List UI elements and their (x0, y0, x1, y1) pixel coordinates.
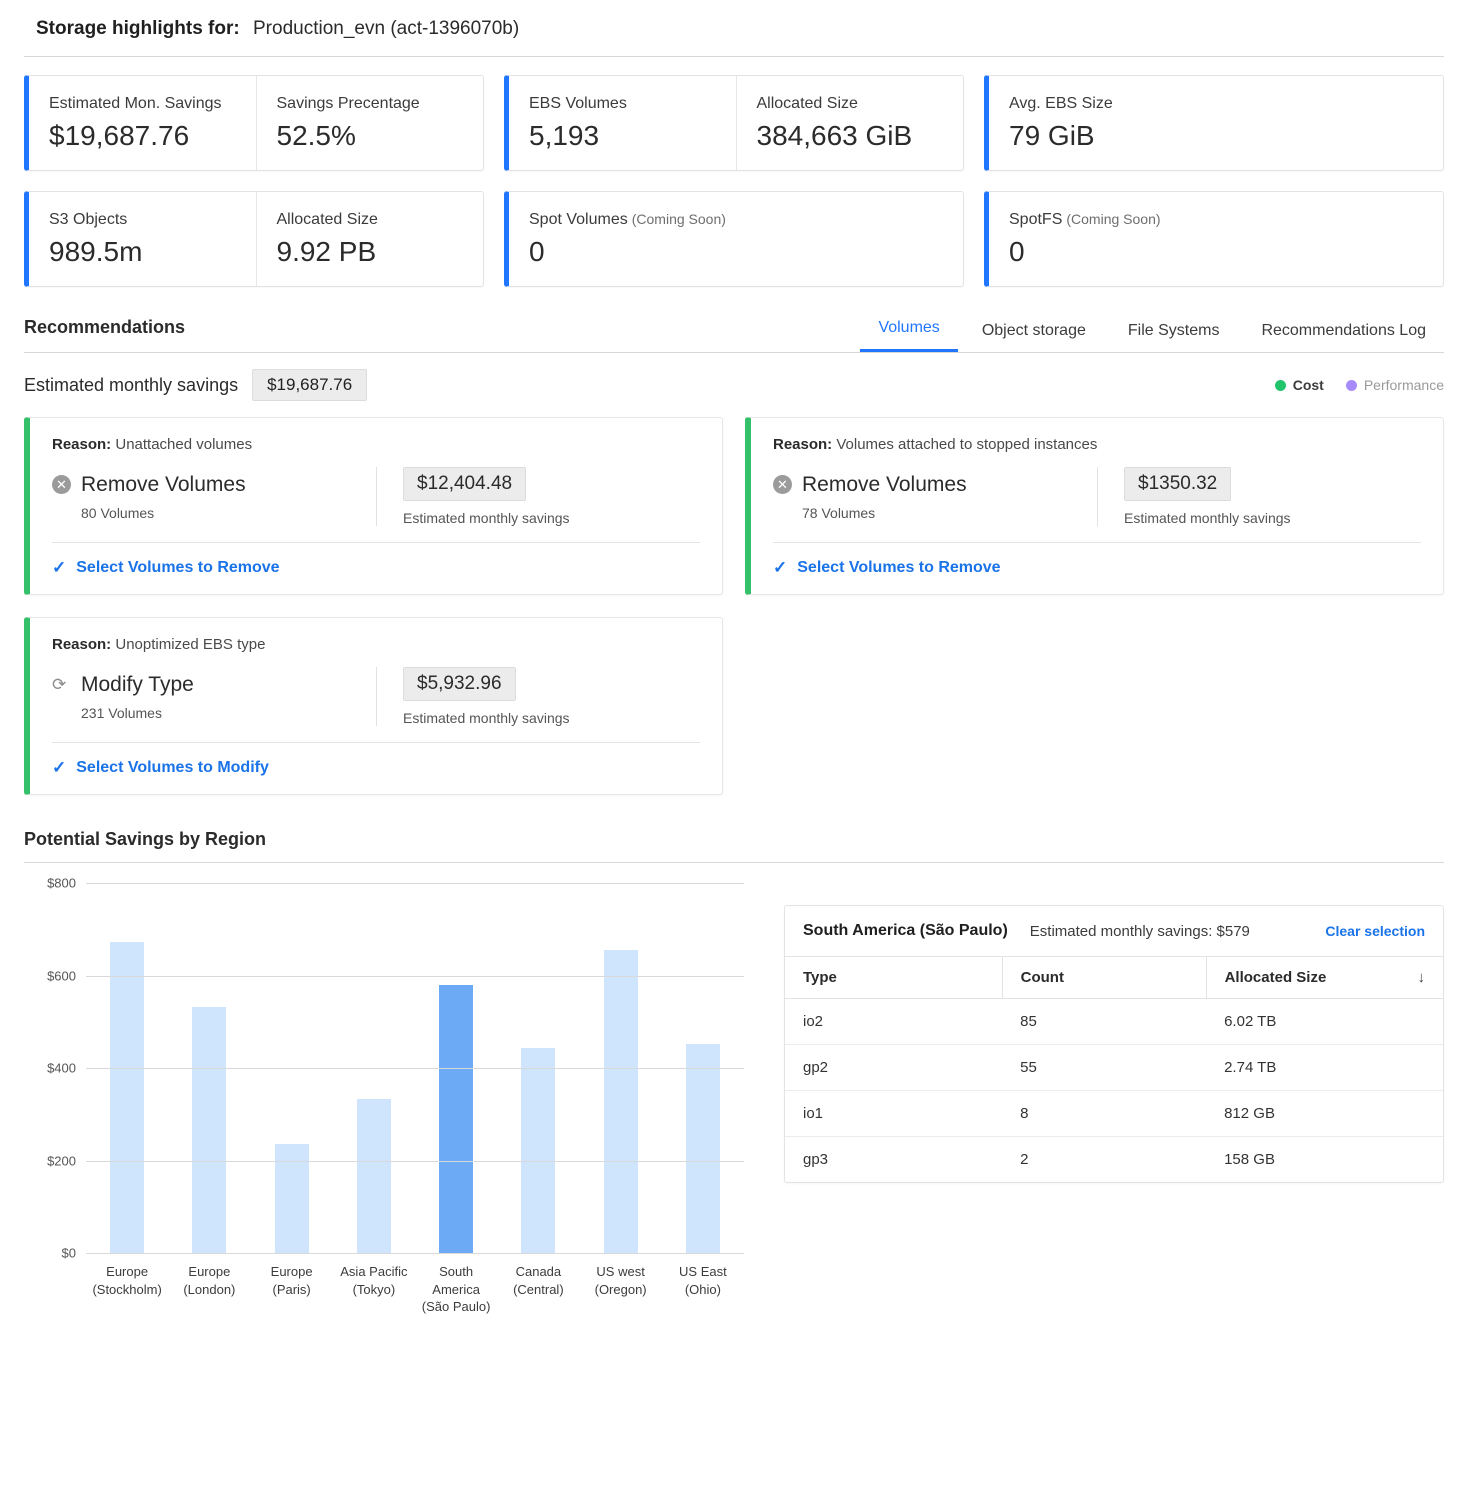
card-cell (736, 76, 964, 170)
action-label: Remove Volumes (802, 472, 967, 496)
savings-value-chip: $19,687.76 (252, 369, 367, 401)
metric-value: 989.5m (49, 235, 143, 267)
chart-x-label: Europe (Stockholm) (92, 1264, 162, 1297)
legend-label: Performance (1363, 377, 1444, 393)
page-title-value: Production_evn (act-1396070b) (253, 18, 520, 39)
cell-count: 85 (1002, 999, 1206, 1045)
tab-volumes[interactable]: Volumes (860, 313, 957, 352)
metric-label (529, 211, 943, 229)
cell-type: gp3 (803, 1151, 829, 1168)
tab-file-systems[interactable]: File Systems (1127, 322, 1220, 339)
amount-chip: $1350.32 (1124, 467, 1231, 501)
metric-label: Estimated Mon. Savings (49, 94, 222, 112)
action-row (773, 473, 1079, 497)
tab-recommendations-log[interactable]: Recommendations Log (1261, 322, 1426, 339)
card-divider (52, 542, 700, 543)
card-cell (509, 76, 736, 170)
card-cell (989, 192, 1443, 286)
chart-x-label: South America (São Paulo) (421, 1264, 491, 1315)
table-header (785, 957, 1443, 999)
chart-x-label: US west (Oregon) (594, 1264, 647, 1297)
card-spot-volumes (504, 191, 964, 287)
remove-circle-icon: ✕ (773, 475, 792, 494)
legend-label: Cost (1292, 377, 1324, 393)
savings-summary (24, 369, 367, 401)
chart-gridline (86, 1068, 744, 1069)
chart-plot-area (47, 875, 744, 1261)
select-volumes-link-label: Select Volumes to Modify (76, 759, 269, 776)
action-label: Modify Type (81, 672, 194, 696)
chart-bar[interactable] (357, 1099, 391, 1253)
volume-types-table (785, 956, 1443, 1182)
recommendation-card-stopped-instances (745, 417, 1444, 595)
performance-dot-icon (1346, 380, 1357, 391)
highlight-cards (0, 57, 1468, 287)
card-s3-objects (24, 191, 484, 287)
legend (1275, 377, 1444, 393)
column-header-allocated-size[interactable] (1206, 957, 1443, 999)
savings-label: Estimated monthly savings (24, 374, 239, 395)
chart-gridline (86, 976, 744, 977)
savings-summary-row (0, 353, 1468, 401)
selected-region-savings: Estimated monthly savings: $579 (1029, 922, 1250, 940)
cell-type: gp2 (785, 1045, 1002, 1091)
recommendation-body (52, 667, 700, 726)
cell-type: io2 (785, 999, 1002, 1045)
action-row (52, 473, 358, 497)
recommendation-action-block (773, 473, 1097, 521)
recommendation-cards (0, 401, 1468, 795)
cell-allocated-size: 158 GB (1224, 1151, 1275, 1168)
recommendations-header (0, 313, 1468, 352)
metric-value: 384,663 GiB (756, 119, 913, 151)
cell-allocated-size: 2.74 TB (1206, 1045, 1443, 1091)
chart-x-label: Canada (Central) (513, 1264, 564, 1297)
check-icon: ✓ (52, 558, 67, 577)
amount-label: Estimated monthly savings (403, 510, 570, 526)
chart-x-label: Europe (London) (183, 1264, 236, 1297)
select-volumes-link[interactable] (52, 758, 700, 778)
reason-text: Unoptimized EBS type (115, 636, 266, 653)
recommendations-tabs (860, 313, 1444, 352)
tab-object-storage[interactable]: Object storage (981, 322, 1086, 339)
recommendation-card-unoptimized-ebs-type (24, 617, 723, 795)
chart-y-tick-label: $200 (47, 1153, 76, 1168)
recommendation-amount-block (1097, 467, 1421, 526)
reason-line (52, 436, 700, 453)
column-header-count[interactable]: Count (1002, 957, 1206, 999)
chart-y-tick-label: $400 (47, 1060, 76, 1076)
chart-x-label: Europe (Paris) (270, 1264, 313, 1297)
clear-selection-button[interactable]: Clear selection (1325, 923, 1425, 939)
recommendation-action-block (52, 673, 376, 721)
chart-y-tick-label: $0 (61, 1245, 76, 1261)
sort-descending-arrow-icon[interactable]: ↓ (1417, 969, 1425, 986)
metric-value: 52.5% (276, 119, 356, 151)
reason-text: Volumes attached to stopped instances (836, 436, 1098, 453)
cell-type: io1 (785, 1091, 1002, 1137)
potential-savings-section (0, 863, 1468, 1344)
cell-count: 8 (1002, 1091, 1206, 1137)
chart-gridline (86, 883, 744, 884)
card-divider (52, 742, 700, 743)
metric-label: Allocated Size (276, 210, 378, 228)
legend-item-cost[interactable] (1275, 377, 1324, 393)
metric-value: 0 (1009, 235, 1025, 267)
cell-allocated-size: 812 GB (1206, 1091, 1443, 1137)
table-body (785, 999, 1443, 1183)
metric-value: 9.92 PB (276, 235, 377, 267)
metric-label: Avg. EBS Size (1009, 94, 1113, 112)
metric-label (1009, 211, 1423, 229)
chart-bar[interactable] (686, 1044, 720, 1253)
refresh-icon: ⟳ (52, 675, 67, 694)
card-avg-ebs-size (984, 75, 1444, 171)
legend-item-performance[interactable] (1346, 377, 1444, 393)
reason-line (52, 636, 700, 653)
volume-count: 231 Volumes (81, 704, 162, 721)
chart-x-label: US East (Ohio) (679, 1264, 727, 1297)
metric-label-text: SpotFS (1009, 210, 1063, 228)
page-title-label: Storage highlights for: (36, 18, 240, 39)
check-icon: ✓ (52, 758, 67, 777)
card-cell (29, 76, 256, 170)
metric-value: 5,193 (529, 119, 600, 151)
select-volumes-link[interactable] (52, 558, 700, 578)
cell-count: 55 (1002, 1045, 1206, 1091)
column-header-type[interactable]: Type (785, 957, 1002, 999)
coming-soon-note: (Coming Soon) (1066, 210, 1161, 227)
action-row (52, 673, 358, 697)
card-divider (773, 542, 1421, 543)
chart-bar[interactable] (604, 950, 638, 1253)
amount-label: Estimated monthly savings (403, 710, 570, 726)
table-row[interactable] (785, 1091, 1443, 1137)
recommendations-title: Recommendations (24, 317, 186, 337)
metric-label: Savings Precentage (276, 94, 420, 112)
chart-bar[interactable] (521, 1048, 555, 1253)
select-volumes-link[interactable] (773, 558, 1421, 578)
metric-label: EBS Volumes (529, 94, 627, 112)
region-detail-table (784, 905, 1444, 1183)
recommendation-amount-block (376, 667, 700, 726)
action-label: Remove Volumes (81, 472, 246, 496)
metric-value: $19,687.76 (49, 119, 190, 151)
recommendation-action-block (52, 473, 376, 521)
chart-gridline (86, 1161, 744, 1162)
chart-y-tick-label: $800 (47, 875, 76, 891)
chart-gridline (86, 1253, 744, 1254)
recommendation-amount-block (376, 467, 700, 526)
metric-label: S3 Objects (49, 210, 128, 228)
chart-bar[interactable] (439, 985, 473, 1253)
page-title (0, 0, 1468, 50)
table-row[interactable] (785, 1137, 1443, 1183)
column-header-label: Allocated Size (1224, 969, 1327, 986)
card-spotfs (984, 191, 1444, 287)
select-volumes-link-label: Select Volumes to Remove (797, 559, 1001, 576)
coming-soon-note: (Coming Soon) (631, 210, 726, 227)
reason-label: Reason: (52, 636, 112, 653)
volume-count: 78 Volumes (802, 504, 876, 521)
selected-region-name: South America (São Paulo) (803, 922, 1008, 939)
chart-y-tick-label: $600 (47, 968, 76, 983)
potential-savings-title: Potential Savings by Region (24, 829, 267, 849)
recommendation-card-unattached-volumes (24, 417, 723, 595)
cell-count: 2 (1020, 1151, 1029, 1168)
amount-label: Estimated monthly savings (1124, 510, 1291, 526)
table-header-row (785, 957, 1443, 999)
cost-dot-icon (1275, 380, 1286, 391)
chart-bar[interactable] (192, 1007, 226, 1253)
select-volumes-link-label: Select Volumes to Remove (76, 559, 280, 576)
recommendation-body (52, 467, 700, 526)
reason-text: Unattached volumes (115, 436, 253, 453)
card-cell (509, 192, 963, 286)
card-cell (989, 76, 1443, 170)
check-icon: ✓ (773, 558, 788, 577)
savings-by-region-chart (24, 875, 744, 1316)
volume-count: 80 Volumes (81, 504, 155, 521)
reason-label: Reason: (773, 436, 833, 453)
amount-chip: $5,932.96 (403, 667, 516, 701)
amount-chip: $12,404.48 (403, 467, 526, 501)
card-estimated-savings (24, 75, 484, 171)
remove-circle-icon: ✕ (52, 475, 71, 494)
card-cell (256, 76, 484, 170)
metric-value: 79 GiB (1009, 119, 1095, 151)
reason-line (773, 436, 1421, 453)
card-ebs-volumes (504, 75, 964, 171)
metric-value: 0 (529, 235, 545, 267)
metric-label-text: Spot Volumes (529, 210, 628, 228)
card-cell (29, 192, 256, 286)
chart-bar[interactable] (110, 942, 144, 1253)
region-detail-header (785, 906, 1443, 956)
cell-allocated-size: 6.02 TB (1206, 999, 1443, 1045)
reason-label: Reason: (52, 436, 112, 453)
chart-x-axis-labels (86, 1263, 744, 1316)
recommendation-body (773, 467, 1421, 526)
chart-x-label: Asia Pacific (Tokyo) (340, 1264, 408, 1297)
card-cell (256, 192, 484, 286)
metric-label: Allocated Size (756, 94, 858, 112)
table-row[interactable] (785, 1045, 1443, 1091)
table-row[interactable] (785, 999, 1443, 1045)
